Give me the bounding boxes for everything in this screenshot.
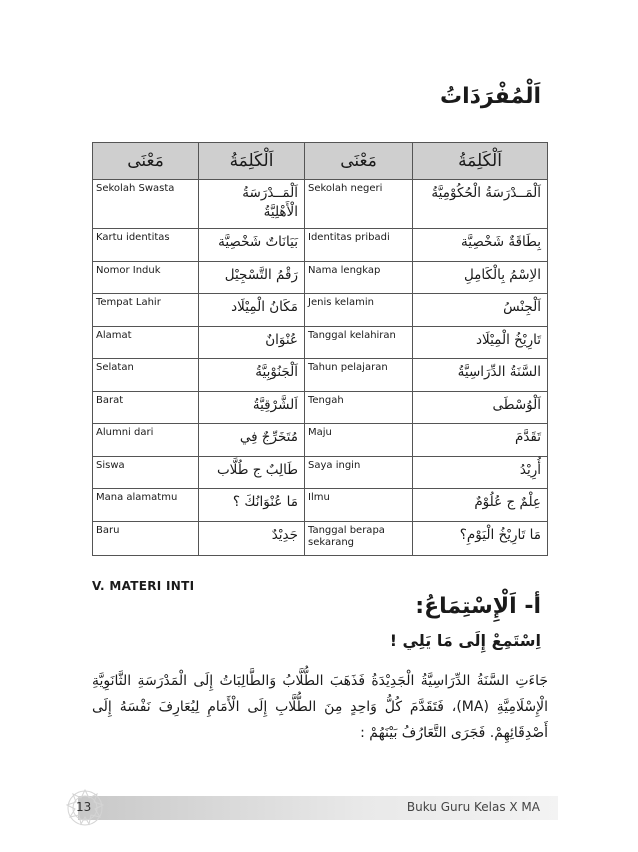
meaning-cell: Siswa: [93, 456, 199, 489]
meaning-cell: Ilmu: [305, 489, 413, 522]
subsection-heading: أ- اَلْإِسْتِمَاعُ:: [415, 594, 541, 619]
table-row: [93, 359, 548, 392]
meaning-cell: Tanggal berapa sekarang: [305, 521, 413, 555]
meaning-cell: Identitas pribadi: [305, 229, 413, 262]
meaning-cell: Nomor Induk: [93, 261, 199, 294]
section-heading: V. MATERI INTI: [92, 579, 195, 593]
vocabulary-table: [92, 142, 548, 556]
word-cell: السَّنَةُ الدِّرَاسِيَّةُ: [413, 359, 548, 392]
page-number: 13: [76, 800, 92, 814]
meaning-cell: Alumni dari: [93, 424, 199, 457]
table-header-row: [93, 143, 548, 180]
word-cell: عُنْوَانٌ: [199, 326, 305, 359]
word-cell: اَلْجِنْسُ: [413, 294, 548, 327]
word-cell: تَارِيْخُ الْمِيْلَاد: [413, 326, 548, 359]
header-word-2: اَلْكَلِمَةُ: [413, 143, 548, 180]
word-cell: اَلْجَنُوْبِيَّةُ: [199, 359, 305, 392]
meaning-cell: Kartu identitas: [93, 229, 199, 262]
table-row: [93, 261, 548, 294]
word-cell: مَا عُنْوَانُكَ ؟: [199, 489, 305, 522]
meaning-cell: Sekolah negeri: [305, 180, 413, 229]
word-cell: مُتَخَرِّجٌ فِي: [199, 424, 305, 457]
meaning-cell: Selatan: [93, 359, 199, 392]
word-cell: بَيَانَاتٌ شَخْصِيَّة: [199, 229, 305, 262]
word-cell: الاِسْمُ بِالْكَامِلِ: [413, 261, 548, 294]
header-meaning-1: مَعْنَى: [93, 143, 199, 180]
table-row: [93, 180, 548, 229]
meaning-cell: Jenis kelamin: [305, 294, 413, 327]
word-cell: اَلْوُسْطَى: [413, 391, 548, 424]
word-cell: اَلشَّرْقِيَّةُ: [199, 391, 305, 424]
table-row: [93, 229, 548, 262]
page-title: اَلْمُفْرَدَاتُ: [439, 84, 541, 109]
meaning-cell: Tanggal kelahiran: [305, 326, 413, 359]
meaning-cell: Sekolah Swasta: [93, 180, 199, 229]
meaning-cell: Baru: [93, 521, 199, 555]
meaning-cell: Tahun pelajaran: [305, 359, 413, 392]
word-cell: جَدِيْدٌ: [199, 521, 305, 555]
word-cell: اَلْمَــدْرَسَةُ الْحُكُوْمِيَّةُ: [413, 180, 548, 229]
meaning-cell: Barat: [93, 391, 199, 424]
meaning-cell: Alamat: [93, 326, 199, 359]
table-row: [93, 326, 548, 359]
reading-paragraph: جَاءَتِ السَّنَةُ الدِّرَاسِيَّةُ الْجَدِيْدَةُ فَذَهَبَ الطُّلَّابُ وَالطَّالِبَاتُ إِلَى الْمَدْرَسَةِ الثَّانَوِيَّةِ الْإِسْلَامِيَّةِ (MA)، فَتَقَدَّمَ كُلُّ وَاحِدٍ مِنَ الطُّلَّابِ إِلَى الْأَمَامِ لِيُعَارِفَ نَفْسَهُ إِلَى أَصْدِقَائِهِمْ. فَجَرَى التَّعَارُفُ بَيْنَهُمْ :: [92, 673, 548, 741]
word-cell: رَقْمُ التَّسْجِيْل: [199, 261, 305, 294]
table-row: [93, 294, 548, 327]
table-row: [93, 391, 548, 424]
header-word-1: اَلْكَلِمَةُ: [199, 143, 305, 180]
table-row: [93, 521, 548, 555]
word-cell: طَالِبٌ ج طُلَّاب: [199, 456, 305, 489]
book-title: Buku Guru Kelas X MA: [406, 800, 540, 814]
instruction-text: اِسْتَمِعْ إِلَى مَا يَلِي !: [389, 631, 541, 650]
word-cell: عِلْمٌ ج عُلُوْمٌ: [413, 489, 548, 522]
table-row: [93, 489, 548, 522]
word-cell: مَكَانُ الْمِيْلَاد: [199, 294, 305, 327]
meaning-cell: Saya ingin: [305, 456, 413, 489]
table-row: [93, 424, 548, 457]
header-meaning-2: مَعْنَى: [305, 143, 413, 180]
word-cell: أُرِيْدُ: [413, 456, 548, 489]
word-cell: اَلْمَــدْرَسَةُ الْأَهْلِيَّةُ: [199, 180, 305, 229]
meaning-cell: Nama lengkap: [305, 261, 413, 294]
word-cell: بِطَاقَةٌ شَخْصِيَّة: [413, 229, 548, 262]
table-row: [93, 456, 548, 489]
word-cell: مَا تَارِيْخُ الْيَوْمِ؟: [413, 521, 548, 555]
meaning-cell: Tengah: [305, 391, 413, 424]
meaning-cell: Mana alamatmu: [93, 489, 199, 522]
word-cell: تَقَدَّمَ: [413, 424, 548, 457]
meaning-cell: Tempat Lahir: [93, 294, 199, 327]
meaning-cell: Maju: [305, 424, 413, 457]
